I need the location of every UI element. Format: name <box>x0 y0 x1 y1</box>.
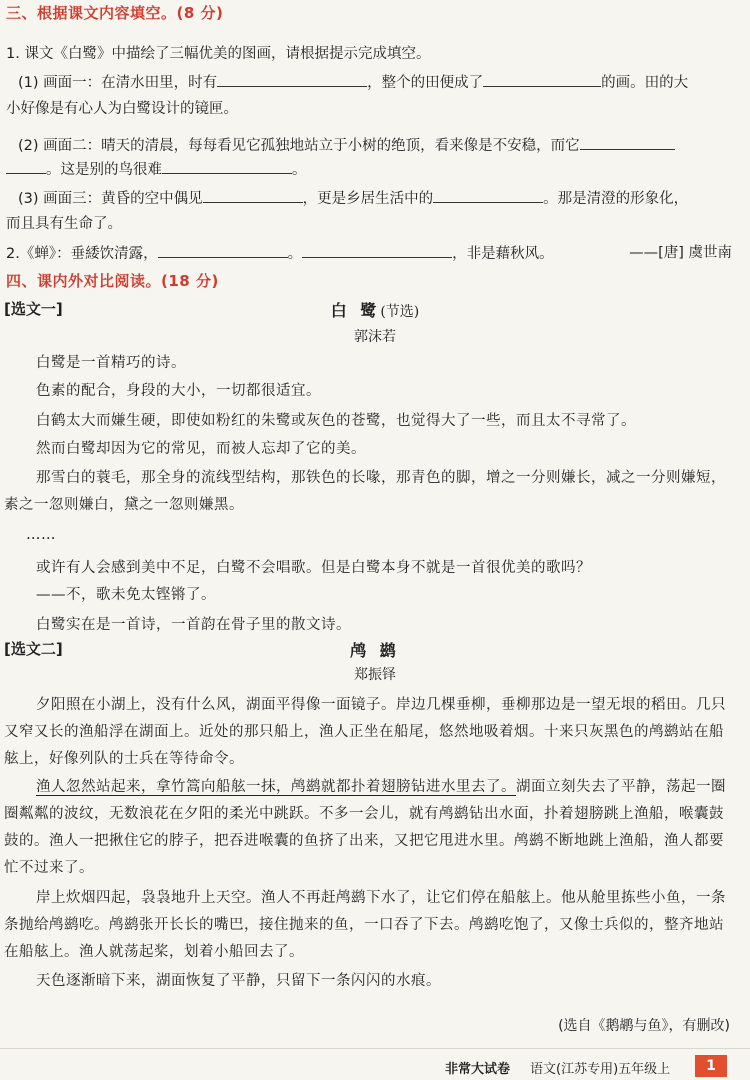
q1-part1-text-c: 的画。田的大 <box>601 75 689 91</box>
page-number: 1 <box>695 1055 727 1077</box>
q1-part1-line1 <box>18 72 732 93</box>
text1-para: 白鹤太大而嫌生硬，即使如粉红的朱鹭或灰色的苍鹭，也觉得大了一些，而且太不寻常了。 <box>36 413 636 429</box>
q2-text-a: 2.《蝉》：垂緌饮清露， <box>6 246 158 262</box>
text2-tag: [选文二] <box>4 640 63 658</box>
q2-poet: ——[唐] 虞世南 <box>629 245 732 261</box>
answer-blank[interactable] <box>162 159 292 174</box>
text1-title-text: 白 鹭 <box>330 301 381 320</box>
footer-divider <box>0 1048 750 1049</box>
text1-para: 或许有人会感到美中不足，白鹭不会唱歌。但是白鹭本身不就是一首很优美的歌吗？ <box>36 560 591 576</box>
q1-part1-text-b: ，整个的田便成了 <box>367 75 484 91</box>
text2-para-2-rest: 湖面立刻失去了平静，荡起一圈圈粼粼的波纹，无数浪花在夕阳的柔光中跳跃。不多一会儿，就有鸬鹚钻出水面，扑着翅膀跳上渔船，喉囊鼓鼓的。渔人一把揪住它的脖子，把吞进喉囊的鱼挤了出来，又把它甩进水里。鸬鹚不断地跳上渔船，渔人都要忙不过来了。 <box>4 779 726 876</box>
answer-blank[interactable] <box>483 72 601 87</box>
text1-para: 那雪白的蓑毛，那全身的流线型结构，那铁色的长喙，那青色的脚，增之一分则嫌长，减之一分则嫌短，素之一忽则嫌白，黛之一忽则嫌黑。 <box>4 470 726 513</box>
section4-title: 四、课内外对比阅读。(18 分) <box>6 272 219 290</box>
text2-para-3: 岸上炊烟四起，袅袅地升上天空。渔人不再赶鸬鹚下水了，让它们停在船舷上。他从舱里拣些小鱼，一条条抛给鸬鹚吃。鸬鹚张开长长的嘴巴，接住抛来的鱼，一口吞了下去。鸬鹚吃饱了，又像士兵似的，整齐地站在船舷上。渔人就荡起桨，划着小船回去了。 <box>4 890 726 960</box>
q1-part3-line1 <box>18 188 732 209</box>
q1-part1-text-a: (1) 画面一：在清水田里，时有 <box>18 75 218 91</box>
text1-para: ——不，歌未免太铿锵了。 <box>36 587 216 603</box>
answer-blank[interactable] <box>217 72 367 87</box>
q1-part2-text-c: 。 <box>292 162 307 178</box>
q1-part3-text-b: ，更是乡居生活中的 <box>302 191 434 207</box>
text2-title: 鸬 鹚 <box>350 641 400 660</box>
q2-line <box>6 243 732 264</box>
answer-blank[interactable] <box>203 188 303 203</box>
section3-title: 三、根据课文内容填空。(8 分) <box>6 4 224 22</box>
footer-brand: 非常大试卷 <box>445 1062 511 1077</box>
q1-part3-line2: 而且具有生命了。 <box>6 216 122 232</box>
answer-blank[interactable] <box>433 188 543 203</box>
q2-text-b: 。 <box>287 246 303 262</box>
text1-title <box>0 298 750 321</box>
text1-para: 色素的配合，身段的大小，一切都很适宜。 <box>36 383 321 399</box>
text1-para: 然而白鹭却因为它的常见，而被人忘却了它的美。 <box>36 441 366 457</box>
q1-intro: 1. 课文《白鹭》中描绘了三幅优美的图画，请根据提示完成填空。 <box>6 46 431 62</box>
q2-text-c: ，非是藉秋风。 <box>452 246 554 262</box>
text2-para-2 <box>4 774 736 882</box>
text1-ellipsis: …… <box>26 527 56 543</box>
text2-author: 郑振铎 <box>354 667 396 683</box>
footer-subject: 语文(江苏专用)五年级上 <box>530 1062 671 1077</box>
text1-tag: [选文一] <box>4 300 63 318</box>
q1-part3-text-c: 。那是清澄的形象化， <box>543 191 689 207</box>
q1-part3-text-a: (3) 画面三：黄昏的空中偶见 <box>18 191 203 207</box>
text2-source: (选自《鹅鹕与鱼》，有删改) <box>558 1018 730 1034</box>
underlined-sentence: 渔人忽然站起来，拿竹篙向船舷一抹，鸬鹚就都扑着翅膀钻进水里去了。 <box>36 779 516 795</box>
answer-blank[interactable] <box>158 243 288 258</box>
answer-blank[interactable] <box>6 159 46 174</box>
text1-author: 郭沫若 <box>354 329 396 345</box>
text2-para-1: 夕阳照在小湖上，没有什么风，湖面平得像一面镜子。岸边几棵垂柳，垂柳那边是一望无垠的稻田。几只又窄又长的渔船浮在湖面上。近处的那只船上，渔人正坐在船尾，悠然地吸着烟。十来只灰黑色的鸬鹚站在船舷上，好像列队的士兵在等待命令。 <box>4 697 726 767</box>
answer-blank[interactable] <box>580 135 675 150</box>
q1-part2-text-b: 。这是别的鸟很难 <box>46 162 162 178</box>
q1-part2-line1 <box>18 135 732 156</box>
text1-para: 白鹭是一首精巧的诗。 <box>36 355 186 371</box>
q1-part2-line2 <box>6 159 732 180</box>
answer-blank[interactable] <box>302 243 452 258</box>
text2-para-4: 天色逐渐暗下来，湖面恢复了平静，只留下一条闪闪的水痕。 <box>36 973 441 989</box>
text1-title-note: (节选) <box>380 304 420 320</box>
q1-part2-text-a: (2) 画面二：晴天的清晨，每每看见它孤独地站立于小树的绝顶，看来像是不安稳，而它 <box>18 138 580 154</box>
q1-part1-line2: 小好像是有心人为白鹭设计的镜匣。 <box>6 101 238 117</box>
text1-para: 白鹭实在是一首诗，一首韵在骨子里的散文诗。 <box>36 617 351 633</box>
